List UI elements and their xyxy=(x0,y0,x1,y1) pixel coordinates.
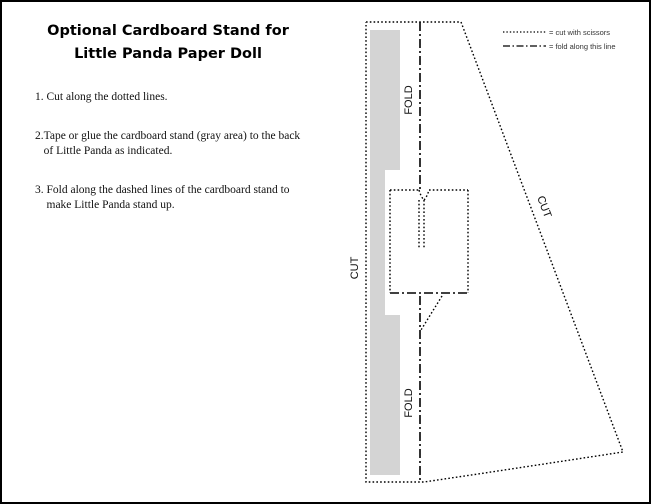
step-text: Tape or glue the cardboard stand (gray area) to the back of Little Panda as indicated. xyxy=(43,130,301,157)
legend xyxy=(503,28,616,51)
fold-label-top: FOLD xyxy=(403,85,415,115)
step-text: Cut along the dotted lines. xyxy=(46,91,168,103)
cut-label-diagonal: CUT xyxy=(534,194,554,220)
step-number: 1. xyxy=(35,91,44,103)
tab-cut-lines xyxy=(390,190,468,330)
step-number: 2. xyxy=(35,130,44,142)
fold-lines xyxy=(390,22,468,482)
step-text: Fold along the dashed lines of the cardboard stand to make Little Panda stand up. xyxy=(46,184,290,211)
step-number: 3. xyxy=(35,184,44,196)
cut-label-left: CUT xyxy=(349,256,361,280)
gray-stand-area xyxy=(370,30,400,475)
fold-label-bottom: FOLD xyxy=(403,388,415,418)
legend-fold-text: = fold along this line xyxy=(549,42,616,51)
title-line-2: Little Panda Paper Doll xyxy=(74,46,262,62)
title-line-1: Optional Cardboard Stand for xyxy=(47,23,289,39)
legend-cut-text: = cut with scissors xyxy=(549,28,611,37)
